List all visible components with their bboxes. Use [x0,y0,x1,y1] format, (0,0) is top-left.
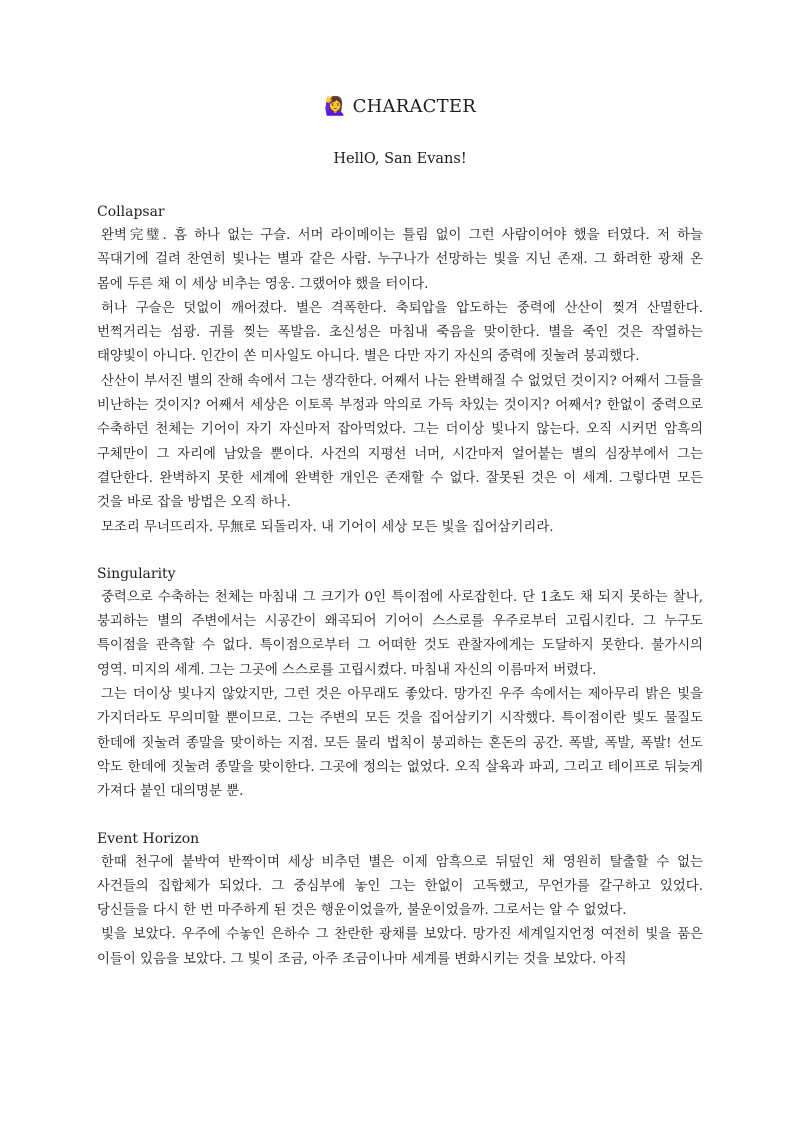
section-singularity [97,562,703,805]
paragraph: 완벽完璧. 흠 하나 없는 구슬. 서머 라이메이는 틀림 없이 그런 사람이어야 했을 터였다. 저 하늘 꼭대기에 걸려 찬연히 빛나는 별과 같은 사람. 누구나가 선망하는 빛을 지닌 존재. 그 화려한 광채 온 몸에 두른 채 이 세상 비추는 영웅. 그랬어야 했을 터이다. [97,228,703,292]
person-raising-hand-icon: 🙋‍♀️ [324,96,347,117]
section-heading: Collapsar [97,204,165,220]
paragraph: 중력으로 수축하는 천체는 마침내 그 크기가 0인 특이점에 사로잡힌다. 단 1초도 채 되지 못하는 찰나, 붕괴하는 별의 주변에서는 시공간이 왜곡되어 기어이 스스로를 우주로부터 고립시킨다. 그 누구도 특이점을 관측할 수 없다. 특이점으로부터 그 어떠한 것도 관찰자에게는 도달하지 못한다. 불가시의 영역. 미지의 세계. 그는 그곳에 스스로를 고립시켰다. 마침내 자신의 이름마저 버렸다. [97,589,703,678]
section-heading: Singularity [97,565,176,582]
paragraph: 산산이 부서진 별의 잔해 속에서 그는 생각한다. 어째서 나는 완벽해질 수 없었던 것이지? 어째서 그들을 비난하는 것이지? 어째서 세상은 이토록 부정과 악의로 가득 차있는 것이지? 어째서? 한없이 중력으로 수축하던 천체는 기어이 자기 자신마저 잡아먹었다. 그는 더이상 빛나지 않는다. 오직 시커먼 암흑의 구체만이 그 자리에 남았을 뿐이다. 사건의 지평선 너머, 시간마저 얼어붙는 별의 심장부에서 그는 결단한다. 완벽하지 못한 세계에 완벽한 개인은 존재할 수 없다. 잘못된 것은 이 세계. 그렇다면 모든 것을 바로 잡을 방법은 오직 하나. [97,373,703,511]
section-event-horizon [97,827,703,972]
paragraph: 빛을 보았다. 우주에 수놓인 은하수 그 찬란한 광채를 보았다. 망가진 세계일지언정 여전히 빛을 품은 이들이 있음을 보았다. 그 빛이 조금, 아주 조금이나마 세계를 변화시키는 것을 보았다. 아직 [97,927,703,967]
section-heading: Event Horizon [97,830,200,847]
section-collapsar [97,200,703,540]
paragraph: 그는 더이상 빛나지 않았지만, 그런 것은 아무래도 좋았다. 망가진 우주 속에서는 제아무리 밝은 빛을 가지더라도 무의미할 뿐이므로. 그는 주변의 모든 것을 집어삼키기 시작했다. 특이점이란 빛도 물질도 한데에 짓눌려 종말을 맞이하는 지점. 모든 물리 법칙이 붕괴하는 혼돈의 공간. 폭발, 폭발, 폭발! 선도 악도 한데에 짓눌려 종말을 맞이한다. 그곳에 정의는 없었다. 오직 살육과 파괴, 그리고 테이프로 뒤늦게 가져다 붙인 대의명분 뿐. [97,687,703,800]
greeting-text: HellO, San Evans! [333,151,467,167]
paragraph: 한때 천구에 붙박여 반짝이며 세상 비추던 별은 이제 암흑으로 뒤덮인 채 영원히 탈출할 수 없는 사건들의 집합체가 되었다. 그 중심부에 놓인 그는 한없이 고독했고, 무언가를 갈구하고 있었다. 당신들을 다시 한 번 마주하게 된 것은 행운이었을까, 불운이었을까. 그로서는 알 수 없었다. [97,854,703,919]
character-title-row [0,96,800,117]
paragraph: 모조리 무너뜨리자. 무無로 되돌리자. 내 기어이 세상 모든 빛을 집어삼키리라. [101,519,554,535]
page-title: CHARACTER [352,96,476,117]
document-body [97,200,703,994]
paragraph: 허나 구슬은 덧없이 깨어졌다. 별은 격폭한다. 축퇴압을 압도하는 중력에 산산이 찢겨 산멸한다. 번쩍거리는 섬광. 귀를 찢는 폭발음. 초신성은 마침내 죽음을 맞이한다. 별을 죽인 것은 작열하는 태양빛이 아니다. 인간이 쏜 미사일도 아니다. 별은 다만 자기 자신의 중력에 짓눌려 붕괴했다. [97,300,703,365]
